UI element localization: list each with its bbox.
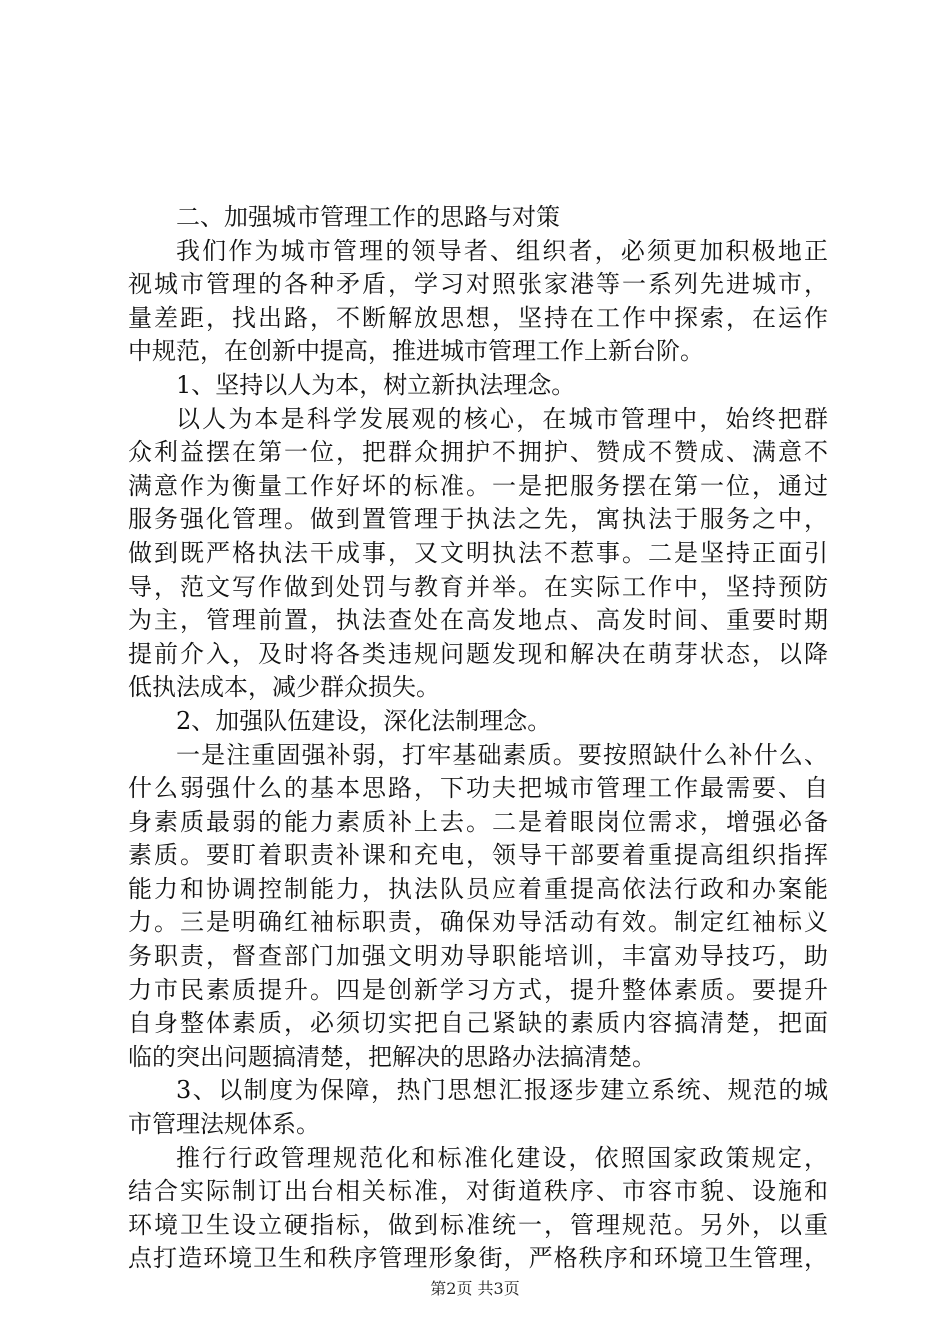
text-line: 力市民素质提升。四是创新学习方式，提升整体素质。要提升 xyxy=(128,975,828,1004)
point-1-heading xyxy=(128,369,828,403)
text-line: 自身整体素质，必须切实把自己紧缺的素质内容搞清楚，把面 xyxy=(128,1009,828,1038)
text-line: 一是注重固强补弱，打牢基础素质。要按照缺什么补什么、 xyxy=(176,740,828,769)
text-line: 点打造环境卫生和秩序管理形象街，严格秩序和环境卫生管理， xyxy=(128,1244,828,1273)
point-2-body xyxy=(128,739,828,1075)
text-line: 能力和协调控制能力，执法队员应着重提高依法行政和办案能 xyxy=(128,874,828,903)
text-line: 身素质最弱的能力素质补上去。二是着眼岗位需求，增强必备 xyxy=(128,807,828,836)
section-heading xyxy=(128,201,828,235)
text-line: 市管理法规体系。 xyxy=(128,1110,320,1139)
text-line: 低执法成本，减少群众损失。 xyxy=(128,673,440,702)
text-line: 量差距，找出路，不断解放思想，坚持在工作中探索，在运作 xyxy=(128,303,828,332)
text-line: 务职责，督查部门加强文明劝导职能培训，丰富劝导技巧，助 xyxy=(128,942,828,971)
text-line: 众利益摆在第一位，把群众拥护不拥护、赞成不赞成、满意不 xyxy=(128,438,828,467)
text-line: 2、加强队伍建设，深化法制理念。 xyxy=(176,706,552,735)
document-body xyxy=(128,201,828,1276)
intro-paragraph xyxy=(128,235,828,369)
text-line: 以人为本是科学发展观的核心，在城市管理中，始终把群 xyxy=(176,404,828,433)
text-line: 二、加强城市管理工作的思路与对策 xyxy=(176,203,560,231)
text-line: 视城市管理的各种矛盾，学习对照张家港等一系列先进城市， xyxy=(128,270,828,299)
text-line: 服务强化管理。做到置管理于执法之先，寓执法于服务之中， xyxy=(128,505,828,534)
text-line: 推行行政管理规范化和标准化建设，依照国家政策规定， xyxy=(176,1143,828,1172)
text-line: 力。三是明确红袖标职责，确保劝导活动有效。制定红袖标义 xyxy=(128,908,828,937)
text-line: 导，范文写作做到处罚与教育并举。在实际工作中，坚持预防 xyxy=(128,572,828,601)
text-line: 环境卫生设立硬指标，做到标准统一，管理规范。另外，以重 xyxy=(128,1210,828,1239)
text-line: 提前介入，及时将各类违规问题发现和解决在萌芽状态，以降 xyxy=(128,639,828,668)
point-1-body xyxy=(128,403,828,705)
text-line: 3、以制度为保障，热门思想汇报逐步建立系统、规范的城 xyxy=(176,1076,828,1105)
text-line: 什么弱强什么的基本思路，下功夫把城市管理工作最需要、自 xyxy=(128,774,828,803)
text-line: 1、坚持以人为本，树立新执法理念。 xyxy=(176,370,576,399)
point-3-body xyxy=(128,1142,828,1276)
point-2-heading xyxy=(128,705,828,739)
point-3-heading xyxy=(128,1074,828,1141)
text-line: 我们作为城市管理的领导者、组织者，必须更加积极地正 xyxy=(176,236,828,265)
text-line: 素质。要盯着职责补课和充电，领导干部要着重提高组织指挥 xyxy=(128,841,828,870)
page-footer: 第2页 共3页 xyxy=(430,1279,520,1298)
text-line: 做到既严格执法干成事，又文明执法不惹事。二是坚持正面引 xyxy=(128,538,828,567)
text-line: 结合实际制订出台相关标准，对街道秩序、市容市貌、设施和 xyxy=(128,1177,828,1206)
text-line: 满意作为衡量工作好坏的标准。一是把服务摆在第一位，通过 xyxy=(128,471,828,500)
text-line: 临的突出问题搞清楚，把解决的思路办法搞清楚。 xyxy=(128,1042,656,1071)
text-line: 为主，管理前置，执法查处在高发地点、高发时间、重要时期 xyxy=(128,606,828,635)
text-line: 中规范，在创新中提高，推进城市管理工作上新台阶。 xyxy=(128,337,704,366)
